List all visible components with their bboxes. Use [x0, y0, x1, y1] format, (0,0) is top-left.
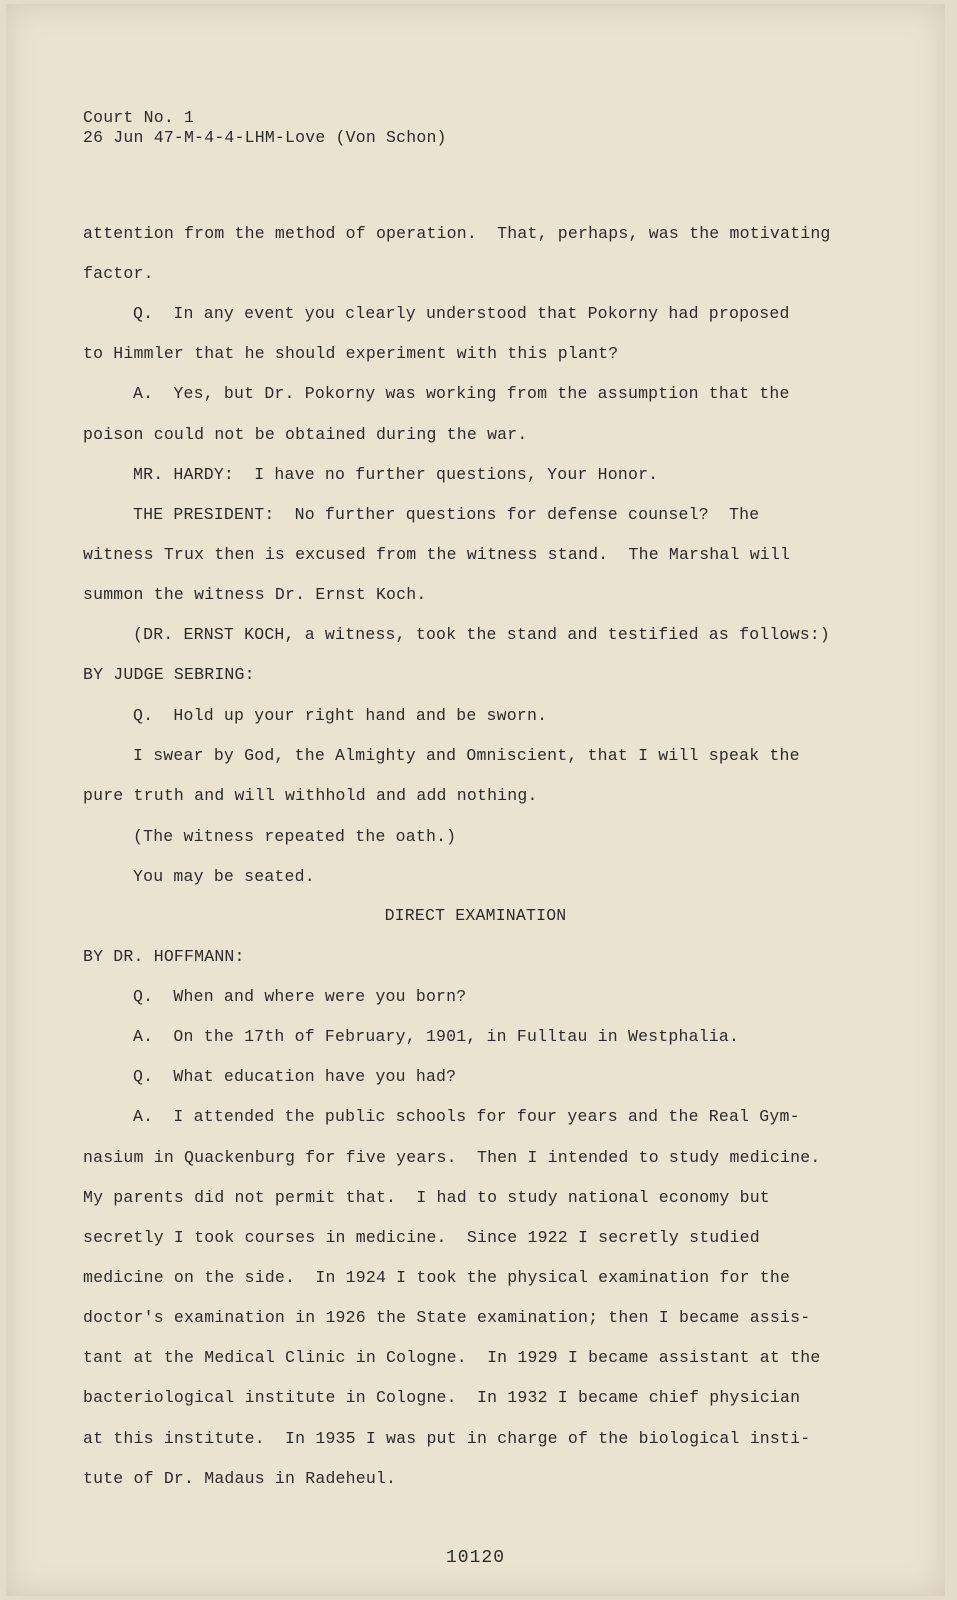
speaker-line: THE PRESIDENT: No further questions for defense counsel? The: [133, 505, 760, 524]
question-line: Q. When and where were you born?: [133, 987, 467, 1006]
text-line: at this institute. In 1935 I was put in charge of the biological insti-: [83, 1429, 811, 1448]
text-line: summon the witness Dr. Ernst Koch.: [83, 585, 427, 604]
oath-line: pure truth and will withhold and add nothing.: [83, 786, 538, 805]
examiner-heading: BY DR. HOFFMANN:: [83, 947, 245, 966]
text-line: tant at the Medical Clinic in Cologne. In 1929 I became assistant at the: [83, 1348, 821, 1367]
oath-line: I swear by God, the Almighty and Omniscient, that I will speak the: [133, 746, 800, 765]
section-heading: DIRECT EXAMINATION: [384, 906, 567, 925]
session-reference: 26 Jun 47-M-4-4-LHM-Love (Von Schon): [83, 128, 447, 147]
stage-direction: (The witness repeated the oath.): [133, 827, 457, 846]
text-line: bacteriological institute in Cologne. In 1932 I became chief physician: [83, 1388, 801, 1407]
text-line: medicine on the side. In 1924 I took the physical examination for the: [83, 1268, 791, 1287]
text-line: poison could not be obtained during the war.: [83, 425, 528, 444]
answer-line: A. I attended the public schools for four years and the Real Gym-: [133, 1107, 800, 1126]
text-line: witness Trux then is excused from the witness stand. The Marshal will: [83, 545, 791, 564]
text-line: You may be seated.: [133, 867, 315, 886]
question-line: Q. What education have you had?: [133, 1067, 457, 1086]
question-line: Q. In any event you clearly understood that Pokorny had proposed: [133, 304, 790, 323]
text-line: tute of Dr. Madaus in Radeheul.: [83, 1469, 397, 1488]
text-line: My parents did not permit that. I had to study national economy but: [83, 1188, 770, 1207]
page-number: 10120: [445, 1548, 505, 1568]
question-line: Q. Hold up your right hand and be sworn.: [133, 706, 548, 725]
answer-line: A. Yes, but Dr. Pokorny was working from the assumption that the: [133, 384, 790, 403]
document-page: [6, 4, 945, 1596]
examiner-heading: BY JUDGE SEBRING:: [83, 665, 255, 684]
court-number: Court No. 1: [83, 108, 195, 127]
text-line: attention from the method of operation. That, perhaps, was the motivating: [83, 224, 831, 243]
text-line: nasium in Quackenburg for five years. Then I intended to study medicine.: [83, 1148, 821, 1167]
text-line: to Himmler that he should experiment with this plant?: [83, 344, 619, 363]
text-line: doctor's examination in 1926 the State examination; then I became assis-: [83, 1308, 811, 1327]
text-line: factor.: [83, 264, 154, 283]
answer-line: A. On the 17th of February, 1901, in Fulltau in Westphalia.: [133, 1027, 740, 1046]
stage-direction: (DR. ERNST KOCH, a witness, took the stand and testified as follows:): [133, 625, 831, 644]
text-line: secretly I took courses in medicine. Since 1922 I secretly studied: [83, 1228, 760, 1247]
speaker-line: MR. HARDY: I have no further questions, Your Honor.: [133, 465, 659, 484]
